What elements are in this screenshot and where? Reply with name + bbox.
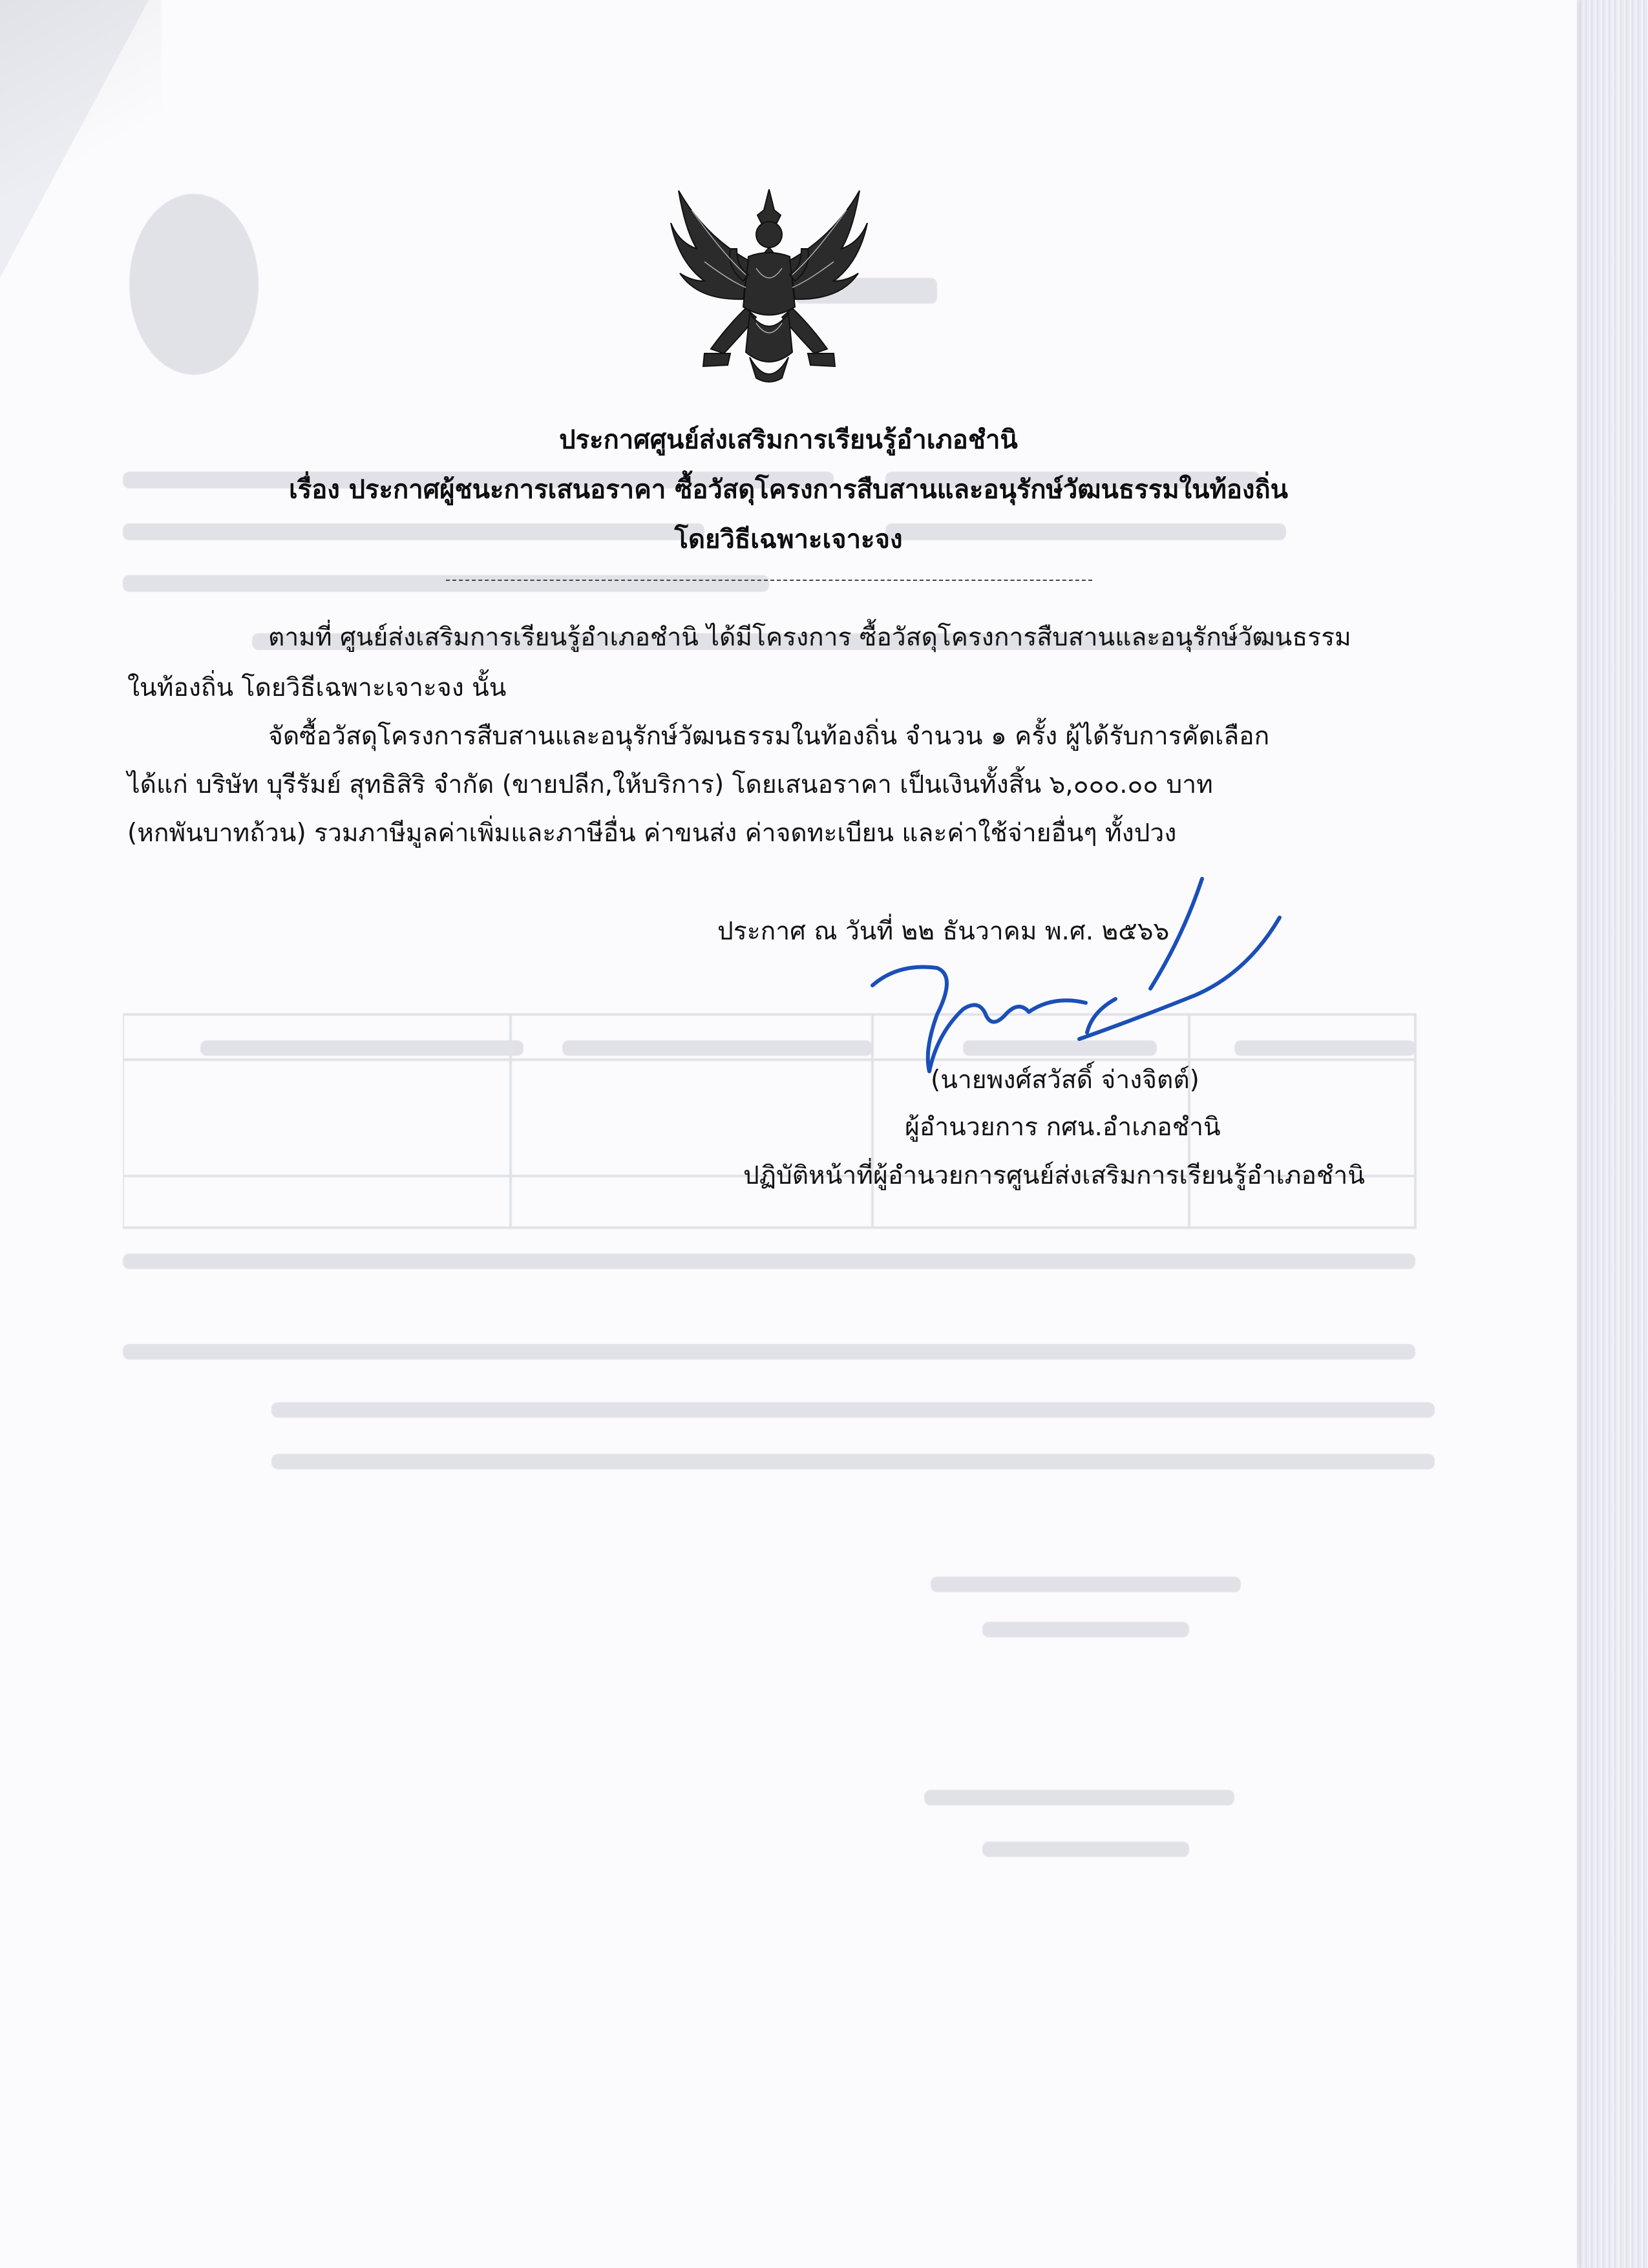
para2-line1: จัดซื้อวัสดุโครงการสืบสานและอนุรักษ์วัฒนธรรมในท้องถิ่น จำนวน ๑ ครั้ง ผู้ได้รับการคัดเลือก — [268, 722, 1270, 751]
announcement-date: ประกาศ ณ วันที่ ๒๒ ธันวาคม พ.ศ. ๒๕๖๖ — [717, 917, 1170, 946]
signatory-name: (นายพงศ์สวัสดิ์ จ่างจิตต์) — [931, 1066, 1199, 1095]
announcement-subject: เรื่อง ประกาศผู้ชนะการเสนอราคา ซื้อวัสดุโครงการสืบสานและอนุรักษ์วัฒนธรรมในท้องถิ่น — [289, 475, 1288, 505]
signatory-position: ผู้อำนวยการ กศน.อำเภอชำนิ — [905, 1113, 1221, 1142]
signatory-acting-position: ปฏิบัติหน้าที่ผู้อำนวยการศูนย์ส่งเสริมการเรียนรู้อำเภอชำนิ — [743, 1161, 1365, 1190]
para1-line2: ในท้องถิ่น โดยวิธีเฉพาะเจาะจง นั้น — [127, 673, 507, 702]
garuda-emblem-icon — [666, 184, 872, 391]
para2-line3: (หกพันบาทถ้วน) รวมภาษีมูลค่าเพิ่มและภาษีอื่น ค่าขนส่ง ค่าจดทะเบียน และค่าใช้จ่ายอื่นๆ ทั้งปวง — [127, 819, 1177, 848]
header-separator — [446, 580, 1092, 581]
announcement-header: ประกาศศูนย์ส่งเสริมการเรียนรู้อำเภอชำนิ — [559, 425, 1018, 455]
para1-line1: ตามที่ ศูนย์ส่งเสริมการเรียนรู้อำเภอชำนิ ได้มีโครงการ ซื้อวัสดุโครงการสืบสานและอนุรักษ์วัฒนธรรม — [268, 623, 1351, 652]
para2-line2: ได้แก่ บริษัท บุรีรัมย์ สุทธิสิริ จำกัด (ขายปลีก,ให้บริการ) โดยเสนอราคา เป็นเงินทั้งสิ้น ๖,๐๐๐.๐๐ บาท — [127, 770, 1213, 799]
page-stack-edge — [1570, 0, 1648, 2268]
announcement-method: โดยวิธีเฉพาะเจาะจง — [674, 525, 903, 554]
handwritten-signature — [860, 866, 1299, 1086]
